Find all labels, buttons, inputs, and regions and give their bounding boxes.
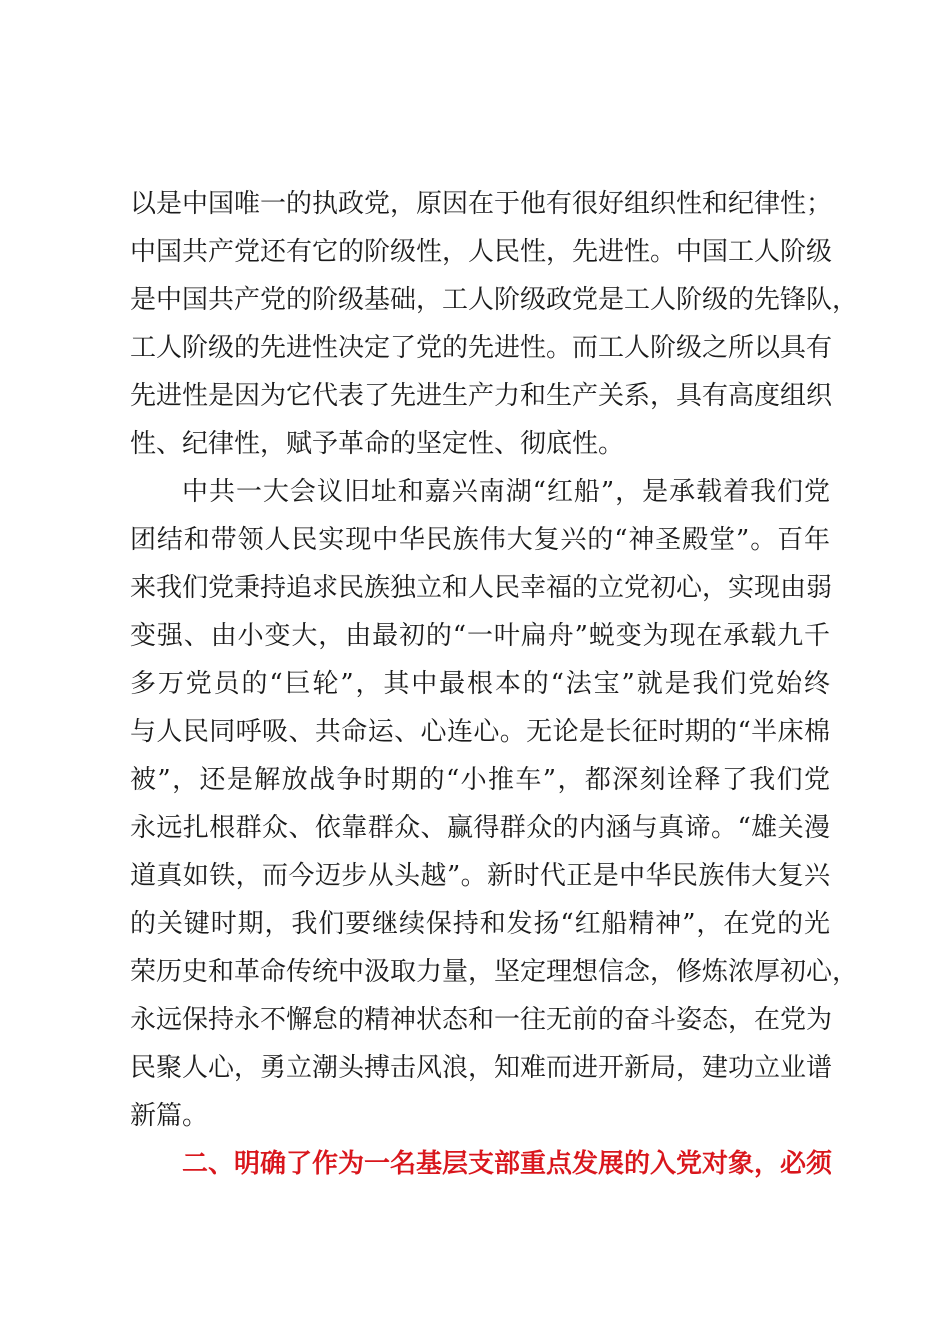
text-line-indented: 中共一大会议旧址和嘉兴南湖“红船”，是承载着我们党 bbox=[182, 477, 830, 507]
text-line: 中国共产党还有它的阶级性，人民性，先进性。中国工人阶级 bbox=[130, 237, 833, 267]
text-line: 是中国共产党的阶级基础，工人阶级政党是工人阶级的先锋队， bbox=[130, 285, 859, 315]
text-line: 永远扎根群众、依靠群众、赢得群众的内涵与真谛。“雄关漫 bbox=[130, 813, 830, 843]
paragraph-continued bbox=[130, 180, 859, 468]
text-line: 团结和带领人民实现中华民族伟大复兴的“神圣殿堂”。百年 bbox=[130, 525, 830, 555]
text-line: 来我们党秉持追求民族独立和人民幸福的立党初心，实现由弱 bbox=[130, 573, 833, 603]
text-line: 民聚人心，勇立潮头搏击风浪，知难而进开新局，建功立业谱 bbox=[130, 1053, 833, 1083]
text-line: 荣历史和革命传统中汲取力量，坚定理想信念，修炼浓厚初心， bbox=[130, 957, 859, 987]
text-line: 先进性是因为它代表了先进生产力和生产关系，具有高度组织 bbox=[130, 381, 833, 411]
text-line: 性、纪律性，赋予革命的坚定性、彻底性。 bbox=[130, 429, 625, 459]
text-line: 新篇。 bbox=[130, 1101, 209, 1131]
text-line: 被”，还是解放战争时期的“小推车”，都深刻诠释了我们党 bbox=[130, 765, 830, 795]
section-heading: 二、明确了作为一名基层支部重点发展的入党对象，必须 bbox=[182, 1149, 833, 1179]
paragraph-red-boat bbox=[130, 468, 859, 1140]
body-text bbox=[130, 180, 859, 1188]
text-line: 工人阶级的先进性决定了党的先进性。而工人阶级之所以具有 bbox=[130, 333, 833, 363]
text-line: 变强、由小变大，由最初的“一叶扁舟”蜕变为现在承载九千 bbox=[130, 621, 830, 651]
text-line: 与人民同呼吸、共命运、心连心。无论是长征时期的“半床棉 bbox=[130, 717, 830, 747]
text-line: 永远保持永不懈怠的精神状态和一往无前的奋斗姿态，在党为 bbox=[130, 1005, 833, 1035]
text-line: 以是中国唯一的执政党，原因在于他有很好组织性和纪律性； bbox=[130, 189, 833, 219]
text-line: 多万党员的“巨轮”，其中最根本的“法宝”就是我们党始终 bbox=[130, 669, 830, 699]
text-line: 道真如铁，而今迈步从头越”。新时代正是中华民族伟大复兴 bbox=[130, 861, 830, 891]
text-line: 的关键时期，我们要继续保持和发扬“红船精神”，在党的光 bbox=[130, 909, 830, 939]
